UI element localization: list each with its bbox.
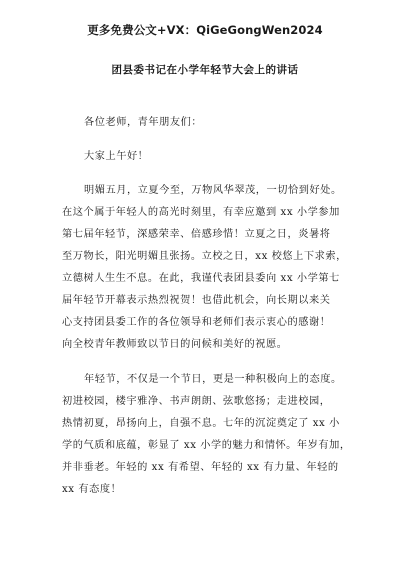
document-title: 团县委书记在小学年轻节大会上的讲话 [111, 64, 299, 76]
paragraph-line: 初进校园，楼宇雅净、书声朗朗、弦歌悠扬；走进校园， [62, 396, 331, 407]
greeting-line: 各位老师，青年朋友们： [84, 117, 203, 128]
paragraph-line: 并非垂老。年轻的 xx 有希望、年轻的 xx 有力量、年轻的 [62, 462, 339, 473]
paragraph-line: 届年轻节开幕表示热烈祝贺！也借此机会，向长期以来关 [62, 295, 331, 306]
morning-block [62, 146, 354, 168]
promo-header: 更多免费公文+VX：QiGeGongWen2024 [87, 23, 323, 37]
paragraph-line: 热情初夏，昂扬向上，自强不息。七年的沉淀奠定了 xx 小 [62, 418, 340, 429]
greeting-block [62, 112, 354, 134]
paragraph-line: 心支持团县委工作的各位领导和老师们表示衷心的感谢！ [62, 317, 331, 328]
paragraph-line: 立德树人生生不息。在此，我谨代表团县委向 xx 小学第七 [62, 273, 340, 284]
paragraph-line: 明媚五月，立夏今至，万物风华翠茂，一切恰到好处。 [84, 185, 342, 196]
paragraph-line: 第七届年轻节，深感荣幸、倍感珍惜！立夏之日，炎暑将 [62, 229, 331, 240]
paragraph-line: xx 有态度！ [62, 484, 122, 495]
morning-greeting-line: 大家上午好！ [84, 151, 149, 162]
paragraph-line: 在这个属于年轻人的高光时刻里，有幸应邀到 xx 小学参加 [62, 207, 340, 218]
paragraph-line: 年轻节，不仅是一个节日，更是一种积极向上的态度。 [84, 374, 342, 385]
paragraph-1 [62, 180, 354, 356]
paragraph-2 [62, 369, 354, 501]
paragraph-line: 至万物长，阳光明媚且张扬。立校之日，xx 校悠上下求索， [62, 251, 347, 262]
paragraph-line: 学的气质和底蕴，彰显了 xx 小学的魅力和情怀。年岁有加， [62, 440, 351, 451]
paragraph-line: 向全校青年教师致以节日的问候和美好的祝愿。 [62, 339, 288, 350]
